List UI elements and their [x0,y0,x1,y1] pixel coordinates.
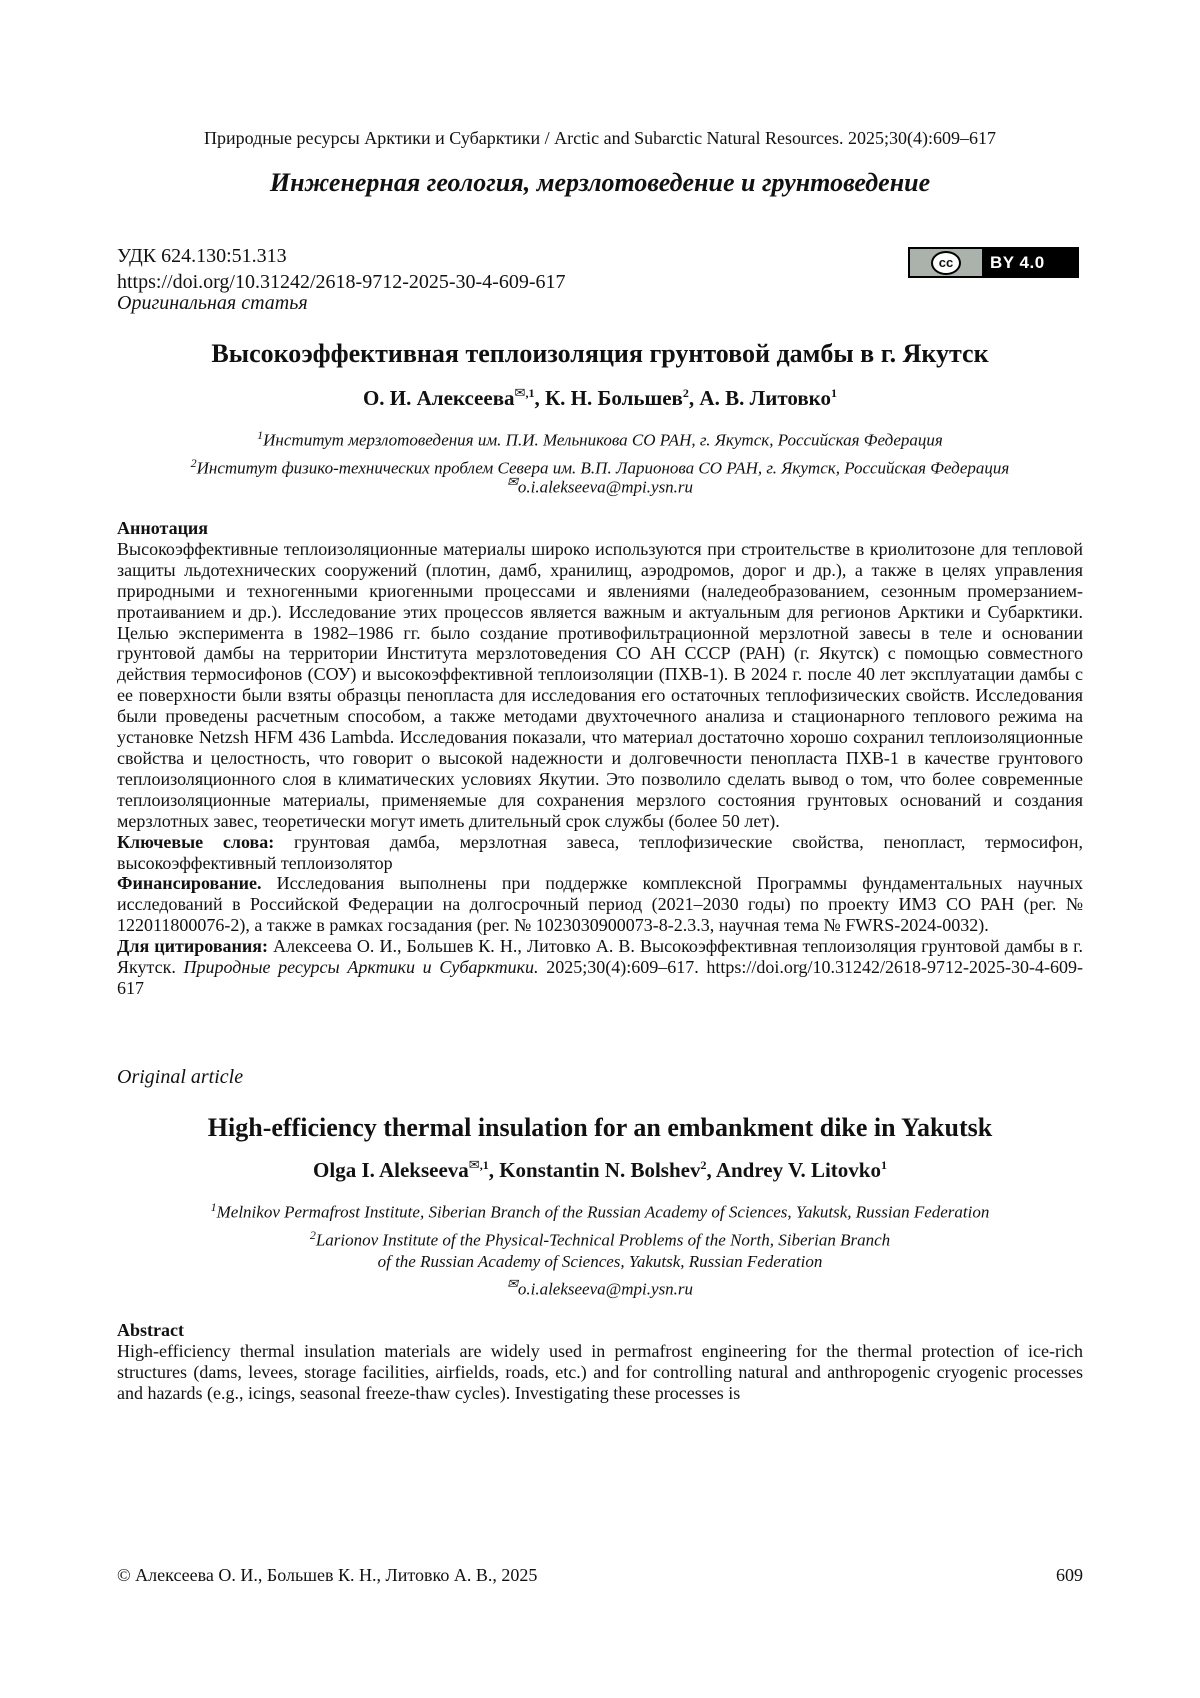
funding-ru: Финансирование. Исследования выполнены при поддержке комплексной Программы фундаментальных научных исследований в Российской Федерации на долгосрочный период (2021–2030 годы) по проекту ИМЗ СО РАН (рег. № 122011800076-2), а также в рамках госзадания (рег. № 1023030900073-8-2.3.3, научная тема № FWRS-2024-0032). [117,873,1083,936]
authors-en: Olga I. Alekseeva$^{✉,1}$, Konstantin N. Bolshev$^2$, Andrey V. Litovko$^1$ [313,1157,887,1182]
abstract-ru [117,518,1083,999]
affiliation: Larionov Institute of the Physical-Technical Problems of the North, Siberian Branch [315,1230,891,1250]
page-number: 609 [1056,1565,1083,1585]
affiliations-en: $^1$Melnikov Permafrost Institute, Siberian Branch of the Russian Academy of Sciences, Yakutsk, Russian Federation $^2$Larionov Institute of the Physical-Technical Problems of the North, Siberian Branch of the Russian Academy of Sciences, Yakutsk, Russian Federation [210,1200,990,1272]
cc-license-badge[interactable] [908,247,1079,278]
article-type-en: Original article [117,1066,244,1088]
author-name: О. И. Алексеева [362,386,515,410]
envelope-icon: ✉ [514,385,526,400]
title-ru: Высокоэффективная теплоизоляция грунтовой дамбы в г. Якутск [211,339,989,368]
affiliation: Melnikov Permafrost Institute, Siberian Branch of the Russian Academy of Sciences, Yakutsk, Russian Federation [216,1202,990,1222]
udk-code: УДК 624.130:51.313 [117,245,287,267]
email-en [117,1276,1083,1300]
affiliation: of the Russian Academy of Sciences, Yakutsk, Russian Federation [377,1252,823,1272]
envelope-icon: ✉ [506,1276,518,1291]
envelope-icon: ✉ [506,474,518,489]
author-name: А. В. Литовко [699,386,832,410]
keywords-ru: Ключевые слова: грунтовая дамба, мерзлотная завеса, теплофизические свойства, пенопласт, термосифон, высокоэффективный теплоизолятор [117,831,1083,873]
cc-icon: cc [931,251,961,275]
authors-ru: О. И. Алексеева$^{✉,1}$, К. Н. Большев$^2$, А. В. Литовко$^1$ [362,385,838,410]
abstract-heading-ru: Аннотация [117,518,209,538]
copyright: © Алексеева О. И., Большев К. Н., Литовко А. В., 2025 [117,1565,538,1585]
author-name: К. Н. Большев [544,386,683,410]
journal-citation-line: Природные ресурсы Арктики и Субарктики / Arctic and Subarctic Natural Resources. 2025;30(4):609–617 [203,128,996,148]
identifiers [117,243,566,295]
affiliation: Институт физико-технических проблем Севера им. В.П. Ларионова СО РАН, г. Якутск, Российская Федерация [196,458,1010,478]
abstract-text-en: High-efficiency thermal insulation materials are widely used in permafrost engineering for the thermal protection of ice-rich structures (dams, levees, storage facilities, airfields, roads, etc.) and for controlling natural and anthropogenic cryogenic processes and hazards (e.g., icings, seasonal freeze-thaw cycles). Investigating these processes is [117,1340,1083,1403]
doi-link[interactable]: https://doi.org/10.31242/2618-9712-2025-30-4-609-617 [117,271,566,293]
abstract-en [117,1320,1083,1404]
envelope-icon: ✉ [468,1157,480,1172]
abstract-text-ru: Высокоэффективные теплоизоляционные материалы широко используются при строительстве в криолитозоне для тепловой защиты льдотехнических сооружений (плотин, дамб, хранилищ, аэродромов, дорог и др.), а также в целях управления природными и техногенными криогенными процессами и явлениями (наледеобразованием, сезонным промерзанием-протаиванием и др.). Исследование этих процессов является важным и актуальным для регионов Арктики и Субарктики. Целью эксперимента в 1982–1986 гг. было создание противофильтрационной мерзлотной завесы в теле и основании грунтовой дамбы на территории Института мерзлотоведения СО АН СССР (РАН) (г. Якутск) с помощью совместного действия термосифонов (СОУ) и высокоэффективной теплоизоляции (ПХВ-1). В 2024 г. после 40 лет эксплуатации дамбы с ее поверхности были взяты образцы пенопласта для исследования его остаточных теплофизических свойств. Исследования были проведены расчетным способом, а также методами двухточечного анализа и стационарного теплового режима на установке Netzsh HFM 436 Lambda. Исследования показали, что материал достаточно хорошо сохранил теплоизоляционные свойства и целостность, что говорит о высокой надежности и долговечности пенопласта ПХВ-1 в качестве грунтового теплоизоляционного слоя в климатических условиях Якутии. Это позволило сделать вывод о том, что более современные теплоизоляционные материалы, применяемые для сохранения мерзлого состояния грунтовых оснований и создания мерзлотных завес, теоретически могут иметь длительный срок службы (более 50 лет). [117,538,1083,831]
author-name: Andrey V. Litovko [715,1158,881,1182]
abstract-heading-en: Abstract [117,1320,184,1340]
section-heading: Инженерная геология, мерзлотоведение и грунтоведение [269,168,931,197]
email-link[interactable]: o.i.alekseeva@mpi.ysn.ru [517,1279,694,1299]
email-ru [117,474,1083,498]
license-label: BY 4.0 [990,252,1045,272]
paper-page [117,0,1083,1698]
author-name: Konstantin N. Bolshev [499,1158,701,1182]
article-type-ru: Оригинальная статья [117,292,308,314]
author-name: Olga I. Alekseeva [313,1158,469,1182]
affiliations-ru: $^1$Институт мерзлотоведения им. П.И. Мельникова СО РАН, г. Якутск, Российская Федерация $^2$Институт физико-технических проблем Севера им. В.П. Ларионова СО РАН, г. Якутск, Российская Федерация [190,428,1010,478]
title-en: High-efficiency thermal insulation for an embankment dike in Yakutsk [207,1113,993,1142]
affiliation: Институт мерзлотоведения им. П.И. Мельникова СО РАН, г. Якутск, Российская Федерация [263,430,943,450]
email-link[interactable]: o.i.alekseeva@mpi.ysn.ru [517,477,694,497]
citation-ru: Для цитирования: Алексеева О. И., Большев К. Н., Литовко А. В. Высокоэффективная теплоизоляция грунтовой дамбы в г. Якутск. Природные ресурсы Арктики и Субарктики. 2025;30(4):609–617. https://doi.org/10.31242/2618-9712-2025-30-4-609-617 [117,936,1084,998]
